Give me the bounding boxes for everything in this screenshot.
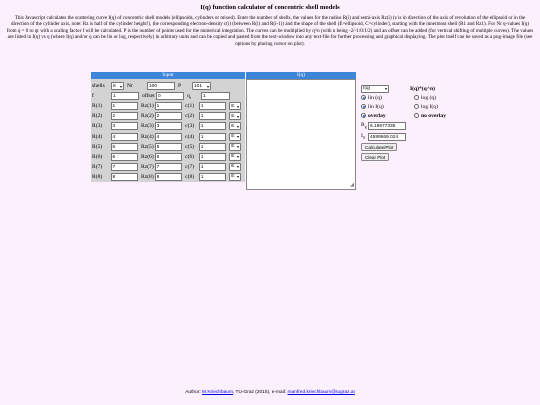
chevron-down-icon: ▾ [237,134,240,140]
radio-on-icon [361,95,366,100]
rz-label: Rz(8) [140,173,154,180]
offset-label: offset [142,93,155,100]
i0-label [361,133,368,140]
f-input[interactable]: 1 [111,92,139,100]
radio-log-q-label: log (q) [421,94,437,101]
radio-off-icon [414,113,419,118]
c-input[interactable]: 1 [199,143,226,151]
rz-input[interactable]: 3 [155,122,182,130]
intro-text: This Javascript calculates the scattering curve I(q) of concentric shell models (ellipsoids, cylinders or mixed). Enter the number of shells, the values for the radius R(i) and semi-axis Rz(i) (z is in direction of the axis of revolution of the ellipsoid or in the direction of the cylinder axis, note: Rz is half of the cylinder height!), the corresponding electron-density c(i) (between R(i) and R(i-1)) and the shape of the shell (E=ellipsoid, C=cylinder), starting with the innermost shell (R1 and Rz1). For Nr q-values I(q) from q = 0 to qr with a scaling factor f will be calculated. P is the number of points used for the numerical integration. The curves can be multiplied by q^n (with n being -2/-1/0/1/2) and an offset can be added (for vertical shifting of multiple curves). The values are listed in I(q) vs q (where I(q) and/or q can be lin or log, respectively) in arbitrary units and can be copied and pasted from the text-window into any text-file for further processing and graphical displaying. The plot itself can be saved as a png-image file (see options by placing cursor on plot). [6,15,534,47]
rz-label: Rz(3) [140,123,154,130]
controls-panel [361,84,446,162]
c-input[interactable]: 1 [199,133,226,141]
params-row-2 [92,91,244,101]
i0-label-sub: 0 [362,136,365,141]
r-label: R(1) [92,103,103,110]
offset-input[interactable]: 0 [156,92,184,100]
radio-log-iq[interactable] [414,102,446,111]
shape-select[interactable] [229,122,241,130]
r-label: R(8) [92,173,103,180]
shape-select-value: E [231,113,235,119]
r-input[interactable]: 1 [111,102,138,110]
radio-off-icon [414,95,419,100]
c-label: c(7) [185,163,195,170]
input-panel-header: Input [91,72,245,79]
chevron-down-icon: ▾ [237,113,240,119]
rz-input[interactable]: 2 [155,112,182,120]
c-label: c(8) [185,173,195,180]
rz-label: Rz(4) [140,133,154,140]
rz-label: Rz(1) [140,103,154,110]
email-link[interactable]: manfred.kriechbaum@tugraz.at [287,390,355,395]
r-input[interactable]: 3 [111,122,138,130]
mult-label: I(q)*(q^n) [410,85,436,92]
shell-row [92,142,244,152]
chevron-down-icon: ▾ [237,154,240,160]
input-grid [91,79,245,182]
clear-plot-button[interactable]: Clear Plot [361,153,389,161]
mult-select-value: I(q) [363,86,371,91]
c-label: c(3) [185,123,195,130]
chevron-down-icon: ▾ [237,103,240,109]
r-input[interactable]: 7 [111,163,138,171]
qr-label-sub: r [189,95,192,100]
c-input[interactable]: 1 [199,102,226,110]
radio-log-q[interactable] [414,93,446,102]
shells-select[interactable] [111,82,124,90]
chevron-down-icon: ▾ [237,123,240,129]
radio-no-overlay-label: no overlay [421,112,447,119]
rz-label: Rz(2) [140,113,154,120]
radio-log-iq-label: log I(q) [421,103,438,110]
r-label: R(6) [92,153,103,160]
radio-lin-iq[interactable] [361,102,414,111]
params-row-1 [92,81,244,91]
rz-label: Rz(7) [140,163,154,170]
qr-label-text: q [187,92,190,99]
rg-field[interactable]: 6.19677335 [368,122,406,130]
footer-middle: , TU-Graz (2015), e-mail: [232,390,288,395]
radio-lin-iq-label: lin I(q) [368,103,384,110]
i0-label-text: I [361,132,363,139]
input-panel [91,72,245,182]
shape-select-value: E [231,134,235,140]
c-label: c(4) [185,133,195,140]
page-title: I(q) function calculator of concentric shell models [200,4,340,11]
radio-overlay[interactable] [361,111,414,120]
f-label: f [92,93,94,100]
p-select[interactable] [192,82,211,90]
c-input[interactable]: 1 [199,173,226,181]
p-label: P [178,83,182,90]
shape-select[interactable] [229,153,241,161]
rz-label: Rz(6) [140,153,154,160]
rz-input[interactable]: 4 [155,133,182,141]
output-panel [246,72,356,190]
footer [0,390,540,395]
r-input[interactable]: 5 [111,143,138,151]
shape-select[interactable] [229,143,241,151]
radio-lin-q[interactable] [361,93,414,102]
shape-select-value: E [231,154,235,160]
chevron-down-icon: ▾ [237,144,240,150]
radio-on-icon [361,113,366,118]
calculate-plot-button[interactable]: Calculate/Plot [361,143,397,151]
radio-no-overlay[interactable] [414,111,446,120]
rg-row [361,120,446,131]
shells-select-value: 8 [113,83,116,89]
author-link[interactable]: M.Kriechbaum [202,390,233,395]
clear-row [361,152,446,162]
c-label: c(1) [185,103,195,110]
output-textarea[interactable] [246,79,356,190]
shape-select-value: E [231,123,235,129]
r-label: R(7) [92,163,103,170]
shape-select-value: E [231,144,235,150]
r-label: R(4) [92,133,103,140]
r-input[interactable]: 2 [111,112,138,120]
chevron-down-icon: ▾ [206,83,209,89]
radio-overlay-label: overlay [368,112,386,119]
shape-select-value: E [231,103,235,109]
radio-on-icon [361,104,366,109]
mult-row [361,84,446,93]
c-label: c(2) [185,113,195,120]
rz-input[interactable]: 8 [155,173,182,181]
nr-input[interactable]: 100 [147,82,175,90]
output-panel-header: I(q) [246,72,356,79]
radio-col-log [414,93,446,120]
chevron-down-icon: ▾ [384,86,387,91]
radio-lin-q-label: lin (q) [368,94,382,101]
shells-label: shells [92,83,105,90]
r-input[interactable]: 8 [111,173,138,181]
shape-select[interactable] [229,133,241,141]
i0-field[interactable]: 4599569.024 [368,133,406,141]
qr-label [187,93,201,100]
c-input[interactable]: 1 [199,153,226,161]
shape-select[interactable] [229,173,241,181]
c-input[interactable]: 1 [199,163,226,171]
shape-select[interactable] [229,102,241,110]
shell-row [92,111,244,121]
shape-select[interactable] [229,112,241,120]
rz-input[interactable]: 6 [155,153,182,161]
radio-off-icon [414,104,419,109]
rz-input[interactable]: 5 [155,143,182,151]
shell-row [92,172,244,182]
shell-row [92,152,244,162]
c-input[interactable]: 1 [199,112,226,120]
chevron-down-icon: ▾ [119,83,122,89]
qr-input[interactable]: 1 [201,92,230,100]
rz-input[interactable]: 7 [155,163,182,171]
c-input[interactable]: 1 [199,122,226,130]
chevron-down-icon: ▾ [237,174,240,180]
rz-input[interactable]: 1 [155,102,182,110]
calc-row [361,142,446,152]
chevron-down-icon: ▾ [237,164,240,170]
radio-col-lin [361,93,414,120]
r-label: R(5) [92,143,103,150]
shell-row [92,131,244,141]
i0-row [361,131,446,142]
rg-label-sub: g [364,125,367,130]
radio-groups [361,93,446,120]
mult-select[interactable] [361,85,389,93]
c-label: c(5) [185,143,195,150]
nr-label: Nr [127,83,133,90]
rz-label: Rz(5) [140,143,154,150]
r-input[interactable]: 6 [111,153,138,161]
p-select-value: 101 [194,83,203,89]
shell-row [92,121,244,131]
rg-label [361,122,368,129]
r-input[interactable]: 4 [111,133,138,141]
rg-label-text: R [361,121,365,128]
shape-select-value: E [231,174,235,180]
shell-row [92,162,244,172]
footer-prefix: Author: [185,390,203,395]
c-label: c(6) [185,153,195,160]
r-label: R(3) [92,123,103,130]
resize-handle-icon[interactable]: ◢ [350,183,354,188]
shape-select-value: E [231,164,235,170]
shape-select[interactable] [229,163,241,171]
r-label: R(2) [92,113,103,120]
shell-row [92,101,244,111]
